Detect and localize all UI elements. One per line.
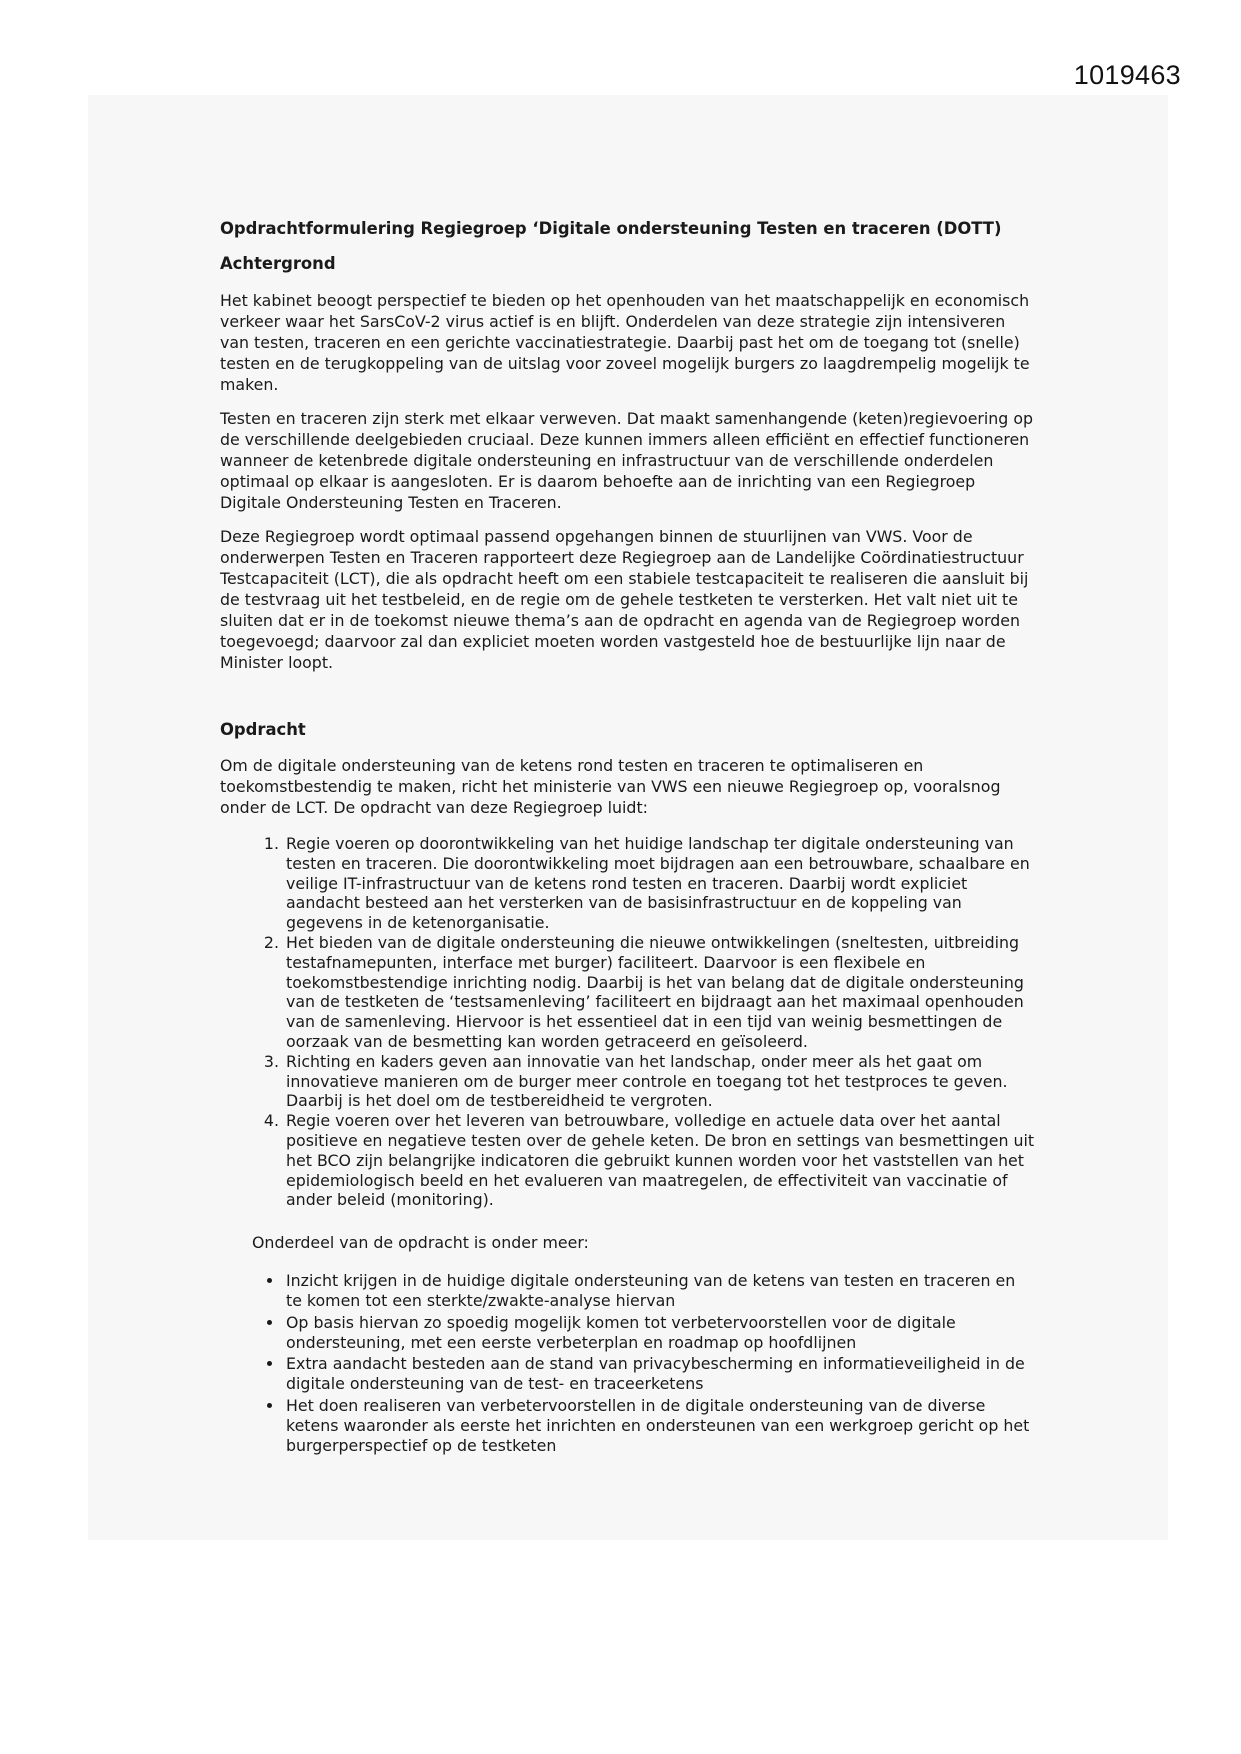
heading-achtergrond: Achtergrond bbox=[220, 254, 336, 273]
document-body bbox=[220, 218, 1035, 1457]
background-paragraph: Testen en traceren zijn sterk met elkaar verweven. Dat maakt samenhangende (keten)regievoering op de verschillende deelgebieden cruciaal. Deze kunnen immers alleen efficiënt en effectief functioneren wanneer de ketenbrede digitale ondersteuning en infrastructuur van de verschillende onderdelen optimaal op elkaar is aangesloten. Er is daarom behoefte aan de inrichting van een Regiegroep Digitale Ondersteuning Testen en Traceren. bbox=[220, 409, 1034, 512]
background-paragraph: Het kabinet beoogt perspectief te bieden op het openhouden van het maatschappelijk en economisch verkeer waar het SarsCoV-2 virus actief is en blijft. Onderdelen van deze strategie zijn intensiveren van testen, traceren en een gerichte vaccinatiestrategie. Daarbij past het om de toegang tot (snelle) testen en de terugkoppeling van de uitslag voor zoveel mogelijk burgers zo laagdrempelig mogelijk te maken. bbox=[220, 291, 1030, 394]
background-paragraph: Deze Regiegroep wordt optimaal passend opgehangen binnen de stuurlijnen van VWS. Voor de onderwerpen Testen en Traceren rapporteert deze Regiegroep aan de Landelijke Coördinatiestructuur Testcapaciteit (LCT), die als opdracht heeft om een stabiele testcapaciteit te realiseren die aansluit bij de testvraag uit het testbeleid, en de regie om de gehele testketen te versterken. Het valt niet uit te sluiten dat er in de toekomst nieuwe thema’s aan de opdracht en agenda van de Regiegroep worden toegevoegd; daarvoor zal dan expliciet moeten worden vastgesteld hoe de bestuurlijke lijn naar de Minister loopt. bbox=[220, 527, 1029, 672]
heading-opdracht: Opdracht bbox=[220, 720, 306, 739]
assignment-task: 3. Richting en kaders geven aan innovatie van het landschap, onder meer als het gaat om innovatieve manieren om de burger meer controle en toegang tot het testproces te geven. Daarbij is het doel om de testbereidheid te vergroten. bbox=[284, 1052, 1035, 1111]
assignment-bullet: • Het doen realiseren van verbetervoorstellen in de digitale ondersteuning van de diverse ketens waaronder als eerste het inrichten en ondersteunen van een werkgroep gericht op het burgerperspectief op de testketen bbox=[284, 1396, 1035, 1455]
assignment-task-list bbox=[220, 834, 1035, 1210]
assignment-intro: Om de digitale ondersteuning van de ketens rond testen en traceren te optimaliseren en toekomstbestendig te maken, richt het ministerie van VWS een nieuwe Regiegroep op, vooralsnog onder de LCT. De opdracht van deze Regiegroep luidt: bbox=[220, 756, 1001, 817]
assignment-task: 2. Het bieden van de digitale ondersteuning die nieuwe ontwikkelingen (sneltesten, uitbreiding testafnamepunten, interface met burger) faciliteert. Daarvoor is een flexibele en toekomstbestendige inrichting nodig. Daarbij is het van belang dat de digitale ondersteuning van de testketen de ‘testsamenleving’ faciliteert en bijdraagt aan het maximaal openhouden van de samenleving. Hiervoor is het essentieel dat in een tijd van weinig besmettingen de oorzaak van de besmetting kan worden getraceerd en geïsoleerd. bbox=[284, 933, 1035, 1052]
assignment-bullet: • Inzicht krijgen in de huidige digitale ondersteuning van de ketens van testen en traceren en te komen tot een sterkte/zwakte-analyse hiervan bbox=[284, 1271, 1035, 1311]
assignment-task: 1. Regie voeren op doorontwikkeling van het huidige landschap ter digitale ondersteuning van testen en traceren. Die doorontwikkeling moet bijdragen aan een betrouwbare, schaalbare en veilige IT-infrastructuur van de ketens rond testen en traceren. Daarbij wordt expliciet aandacht besteed aan het versterken van de basisinfrastructuur en de koppeling van gegevens in de ketenorganisatie. bbox=[284, 834, 1035, 933]
assignment-bullet: • Op basis hiervan zo spoedig mogelijk komen tot verbetervoorstellen voor de digitale ondersteuning, met een eerste verbeterplan en roadmap op hoofdlijnen bbox=[284, 1313, 1035, 1353]
assignment-sub-intro: Onderdeel van de opdracht is onder meer: bbox=[252, 1233, 589, 1253]
document-id: 1019463 bbox=[1073, 60, 1181, 90]
assignment-task: 4. Regie voeren over het leveren van betrouwbare, volledige en actuele data over het aantal positieve en negatieve testen over de gehele keten. De bron en settings van besmettingen uit het BCO zijn belangrijke indicatoren die gebruikt kunnen worden voor het vaststellen van het epidemiologisch beeld en het evalueren van maatregelen, de effectiviteit van vaccinatie of ander beleid (monitoring). bbox=[284, 1111, 1035, 1210]
assignment-bullet-list bbox=[220, 1271, 1035, 1455]
assignment-bullet: • Extra aandacht besteden aan de stand van privacybescherming en informatieveiligheid in de digitale ondersteuning van de test- en traceerketens bbox=[284, 1354, 1035, 1394]
document-title: Opdrachtformulering Regiegroep ‘Digitale ondersteuning Testen en traceren (DOTT) bbox=[220, 219, 1002, 238]
